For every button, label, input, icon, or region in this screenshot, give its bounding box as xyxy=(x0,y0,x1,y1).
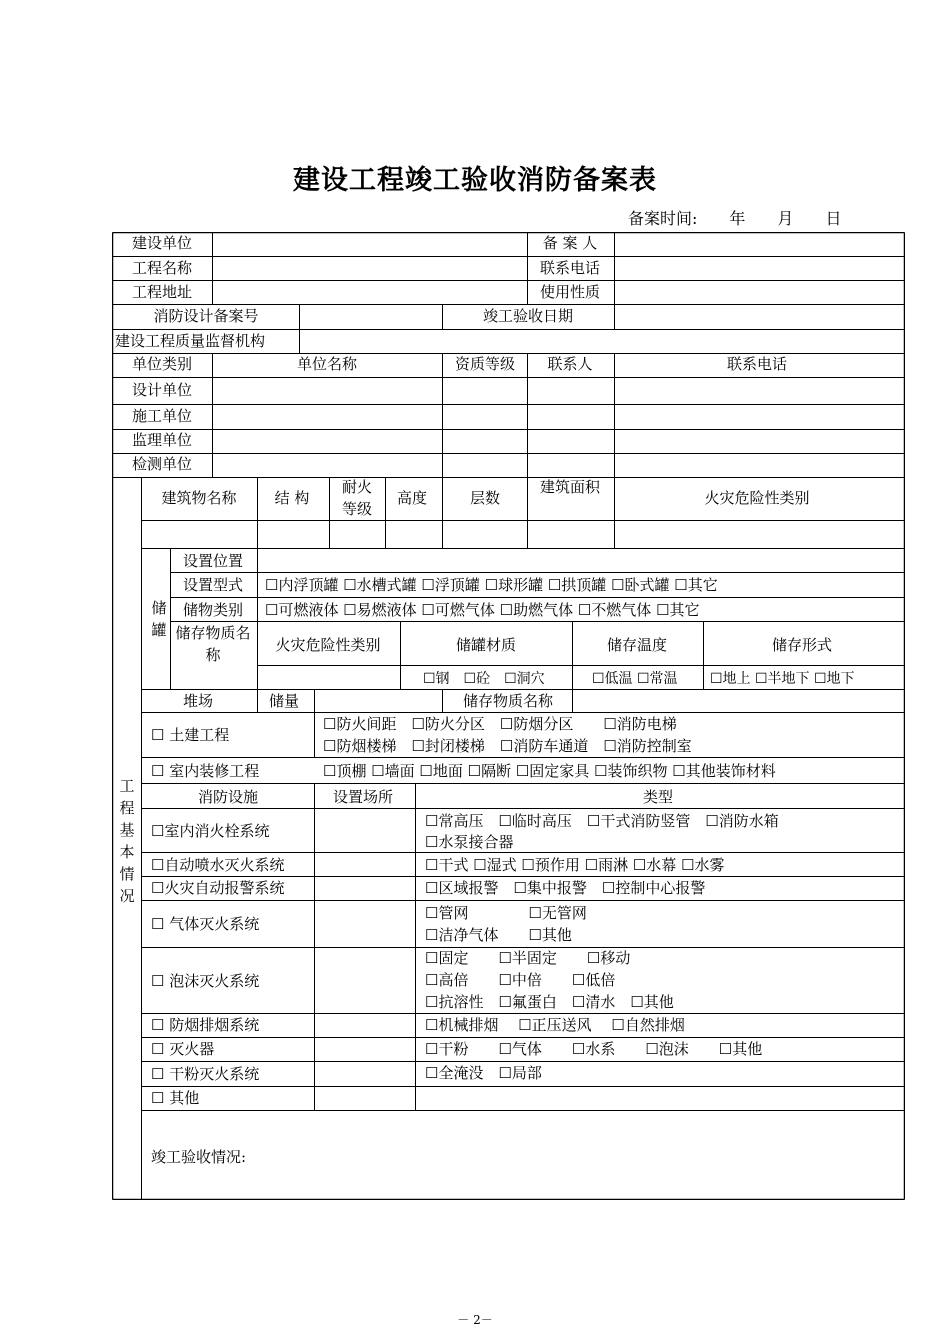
col-contact: 联系人 xyxy=(547,355,593,373)
construction-firm-label: 施工单位 xyxy=(131,407,193,425)
foam-options-line3: ☐抗溶性 ☐氟蛋白 ☐清水 ☐其他 xyxy=(425,993,674,1011)
decoration-label: ☐ 室内装修工程 xyxy=(151,762,260,780)
sprinkler-options: ☐干式 ☐湿式 ☐预作用 ☐雨淋 ☐水幕 ☐水雾 xyxy=(425,856,725,874)
tank-material-options: ☐钢 ☐砼 ☐洞穴 xyxy=(423,671,545,687)
tank-type-label: 设置型式 xyxy=(182,576,244,594)
project-name-label: 工程名称 xyxy=(131,259,193,277)
foam-system-label: ☐ 泡沫灭火系统 xyxy=(151,972,260,990)
completion-date-label: 竣工验收日期 xyxy=(482,307,574,325)
tank-location-label: 设置位置 xyxy=(182,552,244,570)
year-label: 年 xyxy=(729,209,746,228)
col-qualification: 资质等级 xyxy=(454,355,516,373)
acceptance-label: 竣工验收情况: xyxy=(151,1148,247,1166)
foam-options-line2: ☐高倍 ☐中倍 ☐低倍 xyxy=(425,971,616,989)
tank-material-label: 储罐材质 xyxy=(455,636,517,654)
col-unit-type: 单位类别 xyxy=(131,355,193,373)
sprinkler-system-label: ☐自动喷水灭火系统 xyxy=(151,856,285,874)
filing-date-label: 备案时间: xyxy=(628,209,698,228)
use-nature-label: 使用性质 xyxy=(539,283,601,301)
tank-material-name-label: 储存物质名称 xyxy=(175,624,251,664)
testing-unit-label: 检测单位 xyxy=(131,455,193,473)
tank-temperature-label: 储存温度 xyxy=(606,636,668,654)
gas-options-line2: ☐洁净气体 ☐其他 xyxy=(425,926,572,944)
yard-label: 堆场 xyxy=(182,692,214,710)
tank-form-label: 储存形式 xyxy=(771,636,833,654)
phone-label: 联系电话 xyxy=(539,259,601,277)
gas-system-label: ☐ 气体灭火系统 xyxy=(151,915,260,933)
col-fire-hazard: 火灾危险性类别 xyxy=(704,489,810,507)
fire-design-no-label: 消防设计备案号 xyxy=(153,307,259,325)
page-title: 建设工程竣工验收消防备案表 xyxy=(293,165,657,196)
civil-options-line2: ☐防烟楼梯 ☐封闭楼梯 ☐消防车通道 ☐消防控制室 xyxy=(323,737,692,755)
tank-category-options: ☐可燃液体 ☐易燃液体 ☐可燃气体 ☐助燃气体 ☐不燃气体 ☐其它 xyxy=(265,601,700,619)
col-height: 高度 xyxy=(396,489,428,507)
filing-date xyxy=(628,206,841,229)
alarm-options: ☐区域报警 ☐集中报警 ☐控制中心报警 xyxy=(425,879,706,897)
supervision-unit-label: 监理单位 xyxy=(131,431,193,449)
civil-works-label: ☐ 土建工程 xyxy=(151,726,230,744)
col-structure: 结 构 xyxy=(274,489,310,507)
extinguisher-options: ☐干粉 ☐气体 ☐水系 ☐泡沫 ☐其他 xyxy=(425,1040,763,1058)
hydrant-options-line2: ☐水泵接合器 xyxy=(425,833,514,851)
powder-system-label: ☐ 干粉灭火系统 xyxy=(151,1065,260,1083)
gas-options-line1: ☐管网 ☐无管网 xyxy=(425,904,587,922)
foam-options-line1: ☐固定 ☐半固定 ☐移动 xyxy=(425,949,631,967)
alarm-system-label: ☐火灾自动报警系统 xyxy=(151,879,285,897)
col-place: 设置场所 xyxy=(332,788,394,806)
design-unit-label: 设计单位 xyxy=(131,381,193,399)
col-contact-phone: 联系电话 xyxy=(726,355,788,373)
page-number: － 2－ xyxy=(457,1313,493,1327)
col-type: 类型 xyxy=(642,788,674,806)
filer-label: 备 案 人 xyxy=(542,234,598,252)
filing-form-table xyxy=(112,232,905,1200)
powder-options: ☐全淹没 ☐局部 xyxy=(425,1064,542,1082)
col-fire-rating: 耐火等级 xyxy=(341,478,372,518)
other-facility-label: ☐ 其他 xyxy=(151,1089,200,1107)
smoke-system-label: ☐ 防烟排烟系统 xyxy=(151,1016,260,1034)
day-label: 日 xyxy=(825,209,842,228)
project-address-label: 工程地址 xyxy=(131,283,193,301)
decoration-options: ☐顶棚 ☐墙面 ☐地面 ☐隔断 ☐固定家具 ☐装饰织物 ☐其他装饰材料 xyxy=(323,762,776,780)
yard-material-label: 储存物质名称 xyxy=(462,692,554,710)
col-unit-name: 单位名称 xyxy=(296,355,358,373)
col-facility: 消防设施 xyxy=(197,788,259,806)
month-label: 月 xyxy=(777,209,794,228)
civil-options-line1: ☐防火间距 ☐防火分区 ☐防烟分区 ☐消防电梯 xyxy=(323,715,677,733)
smoke-options: ☐机械排烟 ☐正压送风 ☐自然排烟 xyxy=(425,1016,685,1034)
yard-qty-label: 储量 xyxy=(268,692,300,710)
tank-form-options: ☐地上 ☐半地下 ☐地下 xyxy=(710,671,855,687)
extinguisher-label: ☐ 灭火器 xyxy=(151,1040,215,1058)
col-building-name: 建筑物名称 xyxy=(161,489,237,507)
tank-side-label: 储罐 xyxy=(151,599,167,639)
hydrant-options-line1: ☐常高压 ☐临时高压 ☐干式消防竖管 ☐消防水箱 xyxy=(425,812,779,830)
col-floor-area: 建筑面积 xyxy=(539,478,601,496)
basic-info-side-label: 工程基本情况 xyxy=(119,777,135,905)
tank-category-label: 储物类别 xyxy=(182,601,244,619)
quality-agency-label: 建设工程质量监督机构 xyxy=(115,332,266,350)
tank-type-options: ☐内浮顶罐 ☐水槽式罐 ☐浮顶罐 ☐球形罐 ☐拱顶罐 ☐卧式罐 ☐其它 xyxy=(265,576,718,594)
hydrant-system-label: ☐室内消火栓系统 xyxy=(151,822,270,840)
tank-temp-options: ☐低温 ☐常温 xyxy=(592,671,678,687)
col-floors: 层数 xyxy=(469,489,501,507)
tank-hazard-label: 火灾危险性类别 xyxy=(275,636,381,654)
construction-unit-label: 建设单位 xyxy=(131,234,193,252)
